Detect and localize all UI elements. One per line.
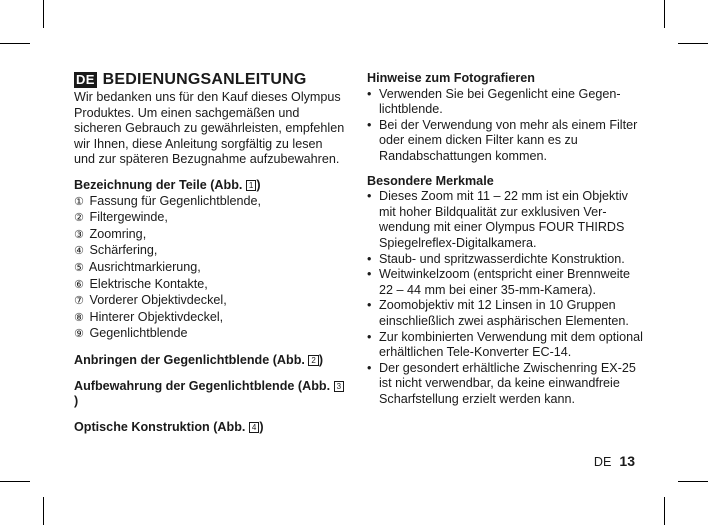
item-label: Zoomring,	[89, 226, 147, 241]
features-heading: Besondere Merkmale	[367, 173, 494, 188]
parts-heading-text: Bezeichnung der Teile (Abb.	[74, 177, 243, 192]
list-item	[74, 194, 346, 211]
list-item	[74, 243, 346, 260]
page-title: BEDIENUNGSANLEITUNG	[102, 71, 307, 89]
figure-reference: 2	[308, 355, 318, 366]
item-label: Gegenlichtblende	[89, 326, 188, 341]
parts-list	[74, 194, 346, 343]
crop-mark	[43, 497, 44, 525]
list-item: • Staub- und spritzwasserdichte Konstruktion.	[367, 252, 647, 268]
figure-reference: 1	[246, 180, 256, 191]
crop-mark	[43, 0, 44, 28]
list-item	[74, 310, 346, 327]
right-column	[367, 71, 647, 416]
parts-heading	[74, 178, 346, 194]
page-footer	[594, 453, 635, 469]
language-badge: DE	[76, 72, 95, 87]
photo-tips-heading: Hinweise zum Fotografieren	[367, 71, 535, 85]
section-heading-attach-hood	[74, 353, 346, 369]
item-label: Ausrichtmarkierung,	[88, 259, 201, 274]
list-item	[74, 277, 346, 294]
item-number: ⑨	[74, 328, 84, 341]
footer-language: DE	[593, 455, 612, 469]
item-number: ②	[74, 212, 84, 225]
section-heading-text: Anbringen der Gegenlichtblende (Abb.	[74, 352, 305, 367]
title-row	[74, 72, 346, 88]
item-number: ⑧	[74, 311, 84, 324]
item-label: Vorderer Objektivdeckel,	[89, 293, 227, 308]
item-label: Elektrische Kontakte,	[89, 276, 208, 291]
crop-mark	[678, 43, 708, 44]
photo-tips-list	[367, 87, 647, 165]
list-item: • Zoomobjektiv mit 12 Linsen in 10 Gruppen einschließlich zwei asphärischen Elementen.	[367, 298, 647, 329]
list-item	[74, 293, 346, 310]
item-label: Schärfering,	[89, 243, 158, 258]
figure-reference: 3	[334, 381, 344, 392]
item-number: ①	[74, 195, 84, 208]
crop-mark	[664, 497, 665, 525]
crop-mark	[678, 481, 708, 482]
section-heading-store-hood	[74, 379, 346, 410]
item-label: Filtergewinde,	[89, 210, 168, 225]
item-number: ⑦	[74, 295, 84, 308]
item-number: ③	[74, 228, 84, 241]
list-item: • Verwenden Sie bei Gegenlicht eine Gegenlichtblende.	[367, 87, 647, 118]
crop-mark	[664, 0, 665, 28]
list-item: • Zur kombinierten Verwendung mit dem optional erhältlichen Tele-Konverter EC-14.	[367, 330, 647, 361]
list-item: • Bei der Verwendung von mehr als einem Filter oder einem dicken Filter kann es zu Randabschattungen kommen.	[367, 118, 647, 165]
item-number: ④	[74, 245, 84, 258]
list-item: • Dieses Zoom mit 11 – 22 mm ist ein Objektiv mit hoher Bildqualität zur exklusiven Verwendung mit einer Olympus FOUR THIRDS Spiegelreflex-Digitalkamera.	[367, 189, 647, 251]
crop-mark	[0, 481, 30, 482]
item-label: Hinterer Objektivdeckel,	[89, 309, 224, 324]
section-heading-text: Aufbewahrung der Gegenlichtblende (Abb.	[74, 378, 331, 393]
crop-mark	[0, 43, 30, 44]
left-column	[74, 70, 346, 435]
parts-heading-close: )	[256, 177, 261, 192]
section-heading-optical-construction	[74, 420, 346, 436]
list-item	[74, 326, 346, 343]
item-number: ⑥	[74, 278, 84, 291]
intro-paragraph: Wir bedanken uns für den Kauf dieses Olympus Produktes. Um einen sachgemäßen und sicheren Gebrauch zu gewährleisten, empfehlen wir Ihnen, diese Anleitung sorgfältig zu lesen und zur späteren Bezugnahme aufzubewahren.	[74, 90, 345, 167]
list-item	[74, 260, 346, 277]
features-list	[367, 189, 647, 407]
list-item	[74, 210, 346, 227]
figure-reference: 4	[249, 422, 259, 433]
page-number: 13	[619, 453, 635, 469]
list-item: • Der gesondert erhältliche Zwischenring EX-25 ist nicht verwendbar, da keine einwandfreie Scharfstellung erzielt werden kann.	[367, 361, 647, 408]
section-heading-close: )	[259, 419, 264, 434]
section-heading-close: )	[74, 394, 79, 409]
section-heading-close: )	[318, 352, 324, 367]
item-label: Fassung für Gegenlichtblende,	[89, 193, 262, 208]
list-item	[74, 227, 346, 244]
list-item: • Weitwinkelzoom (entspricht einer Brennweite 22 – 44 mm bei einer 35-mm-Kamera).	[367, 267, 647, 298]
item-number: ⑤	[74, 261, 84, 274]
section-heading-text: Optische Konstruktion (Abb.	[74, 419, 246, 434]
